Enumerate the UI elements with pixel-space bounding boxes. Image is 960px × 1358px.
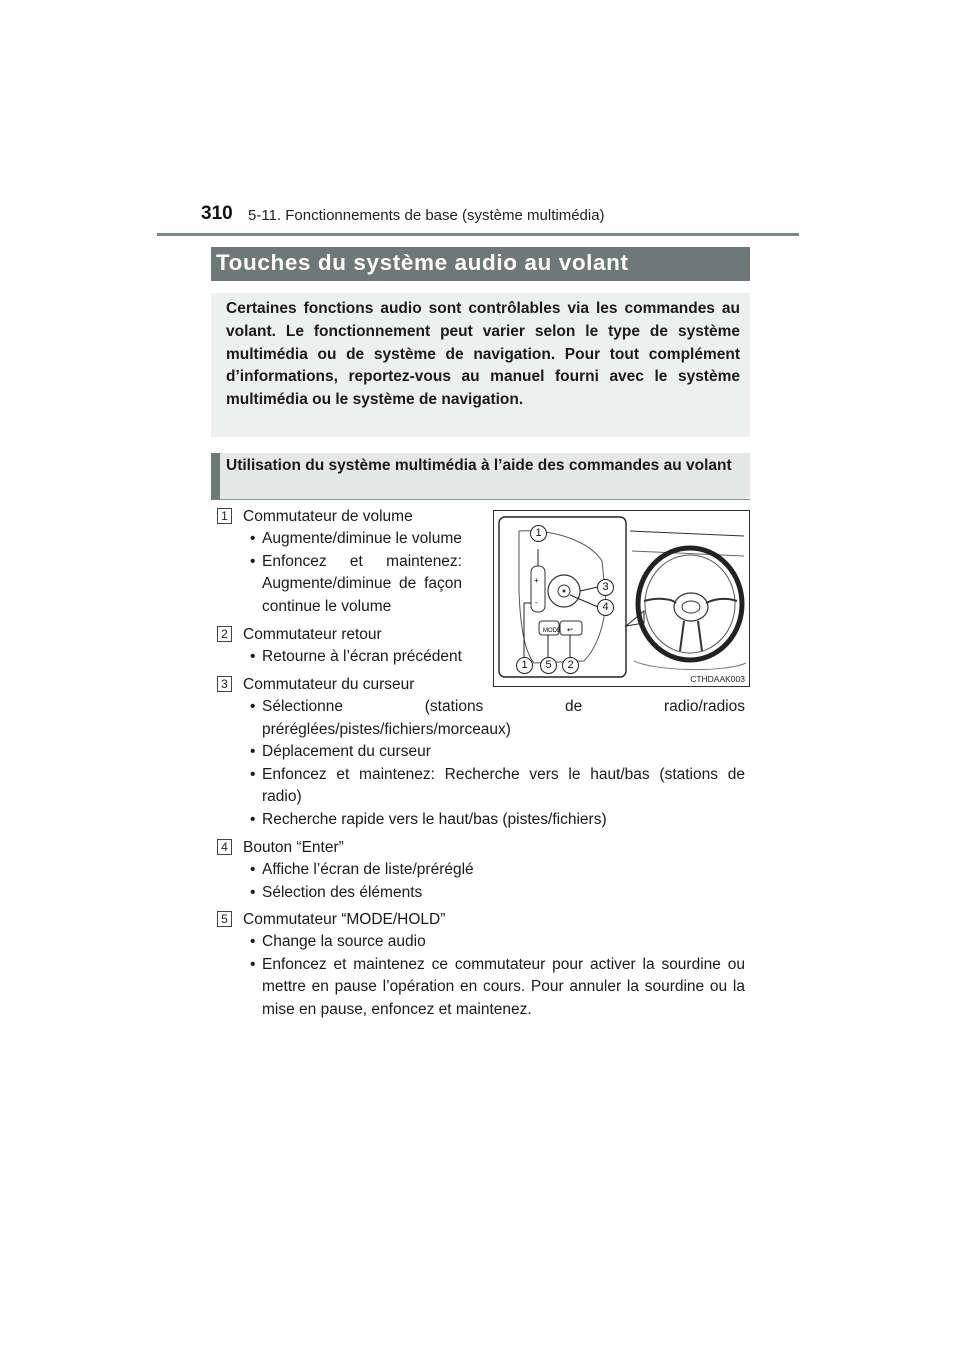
item-title: Commutateur retour — [243, 626, 382, 643]
figure-callout-3: 3 — [597, 579, 614, 596]
header-divider — [157, 233, 799, 236]
figure-callout-2: 2 — [562, 657, 579, 674]
item-bullets — [250, 696, 745, 831]
bullet: • Enfoncez et maintenez ce commutateur pour activer la sourdine ou mettre en pause l’opération en cours. Pour annuler la sourdine ou la mise en pause, enfoncez et maintenez. — [250, 955, 745, 1018]
page-number: 310 — [201, 203, 233, 224]
svg-text:+: + — [534, 576, 539, 585]
item-number: 4 — [217, 839, 232, 855]
svg-text:-: - — [535, 598, 538, 607]
item-bullets — [250, 528, 462, 618]
item-bullets — [250, 646, 494, 669]
figure-callout-5: 5 — [540, 657, 557, 674]
bullet: • Enfoncez et maintenez: Augmente/diminue de façon continue le volume — [250, 552, 462, 615]
page-header — [0, 0, 960, 240]
subsection-title-banner — [211, 453, 750, 500]
subsection-title: Utilisation du système multimédia à l’aide des commandes au volant — [226, 457, 732, 474]
item-title: Commutateur de volume — [243, 508, 413, 525]
bullet: • Déplacement du curseur — [250, 743, 431, 760]
item-number: 1 — [217, 508, 232, 524]
item-number: 3 — [217, 676, 232, 692]
item-bullets — [250, 931, 745, 1021]
bullet: • Affiche l’écran de liste/préréglé — [250, 861, 474, 878]
svg-text:↩: ↩ — [567, 627, 573, 634]
bullet: • Augmente/diminue le volume — [250, 530, 462, 547]
item-title: Commutateur “MODE/HOLD” — [243, 911, 446, 928]
figure-code: CTHDAAK003 — [690, 674, 745, 684]
bullet: • Sélectionne (stations de radio/radios préréglées/pistes/fichiers/morceaux) — [250, 698, 745, 738]
bullet: • Change la source audio — [250, 933, 426, 950]
bullet: • Retourne à l’écran précédent — [250, 648, 462, 665]
chapter-title: 5-11. Fonctionnements de base (système multimédia) — [248, 207, 605, 224]
item-title: Commutateur du curseur — [243, 676, 415, 693]
figure-callout-1-top: 1 — [530, 525, 547, 542]
svg-text:MODE: MODE — [543, 628, 561, 634]
bullet: • Recherche rapide vers le haut/bas (pistes/fichiers) — [250, 810, 607, 828]
item-number: 5 — [217, 911, 232, 927]
steering-wheel-figure — [493, 510, 750, 687]
section-title-banner — [211, 247, 750, 281]
section-title: Touches du système audio au volant — [216, 250, 629, 275]
item-number: 2 — [217, 626, 232, 642]
intro-box — [211, 293, 750, 437]
figure-callout-1-bottom: 1 — [516, 657, 533, 674]
item-bullets — [250, 859, 745, 904]
figure-callout-4: 4 — [597, 599, 614, 616]
intro-text: Certaines fonctions audio sont contrôlables via les commandes au volant. Le fonctionnement peut varier selon le type de système multimédia ou de système de navigation. Pour tout complément d’informations, reportez-vous au manuel fourni avec le système multimédia ou le système de navigation. — [226, 300, 740, 409]
bullet: • Sélection des éléments — [250, 883, 423, 901]
bullet: • Enfoncez et maintenez: Recherche vers le haut/bas (stations de radio) — [250, 765, 745, 805]
item-title: Bouton “Enter” — [243, 839, 344, 856]
